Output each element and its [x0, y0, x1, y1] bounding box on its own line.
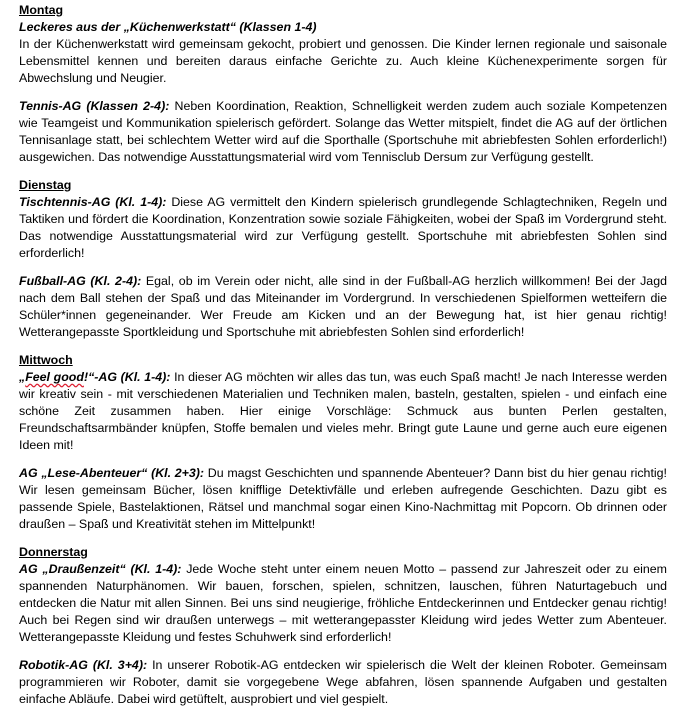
course-heading: Robotik-AG (Kl. 3+4): [19, 658, 148, 672]
day-section-dienstag [19, 177, 667, 341]
course-entry [19, 194, 667, 262]
course-heading: Tischtennis-AG (Kl. 1-4): [19, 195, 167, 209]
day-heading: Montag [19, 3, 64, 17]
course-heading: AG „Draußenzeit“ (Kl. 1-4): [19, 562, 182, 576]
course-entry [19, 19, 667, 87]
course-heading-suffix: !“-AG (Kl. 1-4): [83, 370, 171, 384]
day-heading: Donnerstag [19, 545, 88, 559]
course-description: Jede Woche steht unter einem neuen Motto – passend zur Jahreszeit oder zu einem spannenden Naturphänomen. Wir bauen, forschen, spielen, schnitzen, lauschen, führen Naturtagebuch und entdecken die Natur mit allen Sinnen. Bei uns sind neugierige, fröhliche Entdeckerinnen und Entdecker genau richtig! Auch bei Regen sind wir draußen unterwegs – mit wetterangepasster Kleidung wird jedes Wetter zum Abenteuer. Wetterangepasste Kleidung und festes Schuhwerk sind erforderlich! [19, 562, 668, 644]
course-description: In der Küchenwerkstatt wird gemeinsam gekocht, probiert und genossen. Die Kinder lernen regionale und saisonale Lebensmittel kennen und bereiten daraus einfache Gerichte zu. Auch kleine Küchenexperimente sorgen für Abwechslung und Neugier. [19, 37, 667, 85]
course-description: In dieser AG möchten wir alles das tun, was euch Spaß macht! Je nach Interesse werden wir kreativ sein - mit verschiedenen Materialien und Techniken malen, basteln, gestalten, spielen - und einfach eine schöne Zeit zusammen haben. Hier einige Vorschläge: Schmuck aus bunten Perlen gestalten, Freundschaftsarmbänder knüpfen, Stoffe bemalen und vieles mehr. Bringt gute Laune und gerne auch eure eigenen Ideen mit! [19, 370, 668, 452]
course-heading: AG „Lese-Abenteuer“ (Kl. 2+3): [19, 466, 205, 480]
course-heading: Leckeres aus der „Küchenwerkstatt“ (Klassen 1-4) [19, 20, 317, 34]
day-section-donnerstag [19, 544, 667, 708]
course-heading: Tennis-AG (Klassen 2-4): [19, 99, 170, 113]
course-entry [19, 561, 667, 646]
course-entry [19, 98, 667, 166]
day-heading: Dienstag [19, 178, 72, 192]
course-description: Du magst Geschichten und spannende Abenteuer? Dann bist du hier genau richtig! Wir lesen gemeinsam Bücher, lösen knifflige Detektivfälle und erleben aufregende Geschichten. Dazu gibt es passende Spiele, Bastelaktionen, Rätsel und manchmal sogar einen Kino-Nachmittag mit Popcorn. Ob drinnen oder draußen – Spaß und Kreativität stehen im Mittelpunkt! [19, 466, 667, 531]
course-entry [19, 273, 667, 341]
course-heading [19, 370, 170, 384]
day-section-montag [19, 2, 667, 166]
spellcheck-underlined-text: Feel good [25, 370, 84, 384]
course-entry [19, 657, 667, 708]
day-heading: Mittwoch [19, 353, 73, 367]
course-description: Neben Koordination, Reaktion, Schnelligkeit werden zudem auch soziale Kompetenzen wie Teamgeist und Kommunikation spielerisch gefördert. Solange das Wetter mitspielt, findet die AG auf der örtlichen Tennisanlage statt, bei schlechtem Wetter wird auf die Sporthalle (Sportschuhe mit abriebfesten Sohlen erforderlich!) ausgewichen. Das notwendige Ausstattungsmaterial wird vom Tennisclub Dersum zur Verfügung gestellt. [19, 99, 667, 164]
course-entry [19, 369, 667, 454]
course-description: In unserer Robotik-AG entdecken wir spielerisch die Welt der kleinen Roboter. Gemeinsam programmieren wir Roboter, damit sie vorgegebene Wege abfahren, lösen spannende Aufgaben und gestalten einfache Abläufe. Dabei wird getüftelt, ausprobiert und viel gespielt. [19, 658, 667, 706]
course-heading-prefix: „ [19, 370, 26, 384]
course-entry [19, 465, 667, 533]
day-section-mittwoch [19, 352, 667, 533]
course-description: Diese AG vermittelt den Kindern spielerisch grundlegende Schlagtechniken, Regeln und Taktiken und fördert die Koordination, Konzentration sowie soziale Fähigkeiten, wobei der Spaß im Vordergrund steht. Das notwendige Ausstattungsmaterial wird zur Verfügung gestellt. Sportschuhe mit abriebfesten Sohlen sind erforderlich! [19, 195, 667, 260]
course-heading: Fußball-AG (Kl. 2-4): [19, 274, 142, 288]
course-description: Egal, ob im Verein oder nicht, alle sind in der Fußball-AG herzlich willkommen! Bei der Jagd nach dem Ball stehen der Spaß und das Miteinander im Vordergrund. In verschiedenen Spielformen wetteifern die Schüler*innen gegeneinander. Wer Freude am Kicken und an der Bewegung hat, ist hier genau richtig! Wetterangepasste Sportkleidung und Sportschuhe mit abriebfesten Sohlen sind erforderlich! [19, 274, 667, 339]
